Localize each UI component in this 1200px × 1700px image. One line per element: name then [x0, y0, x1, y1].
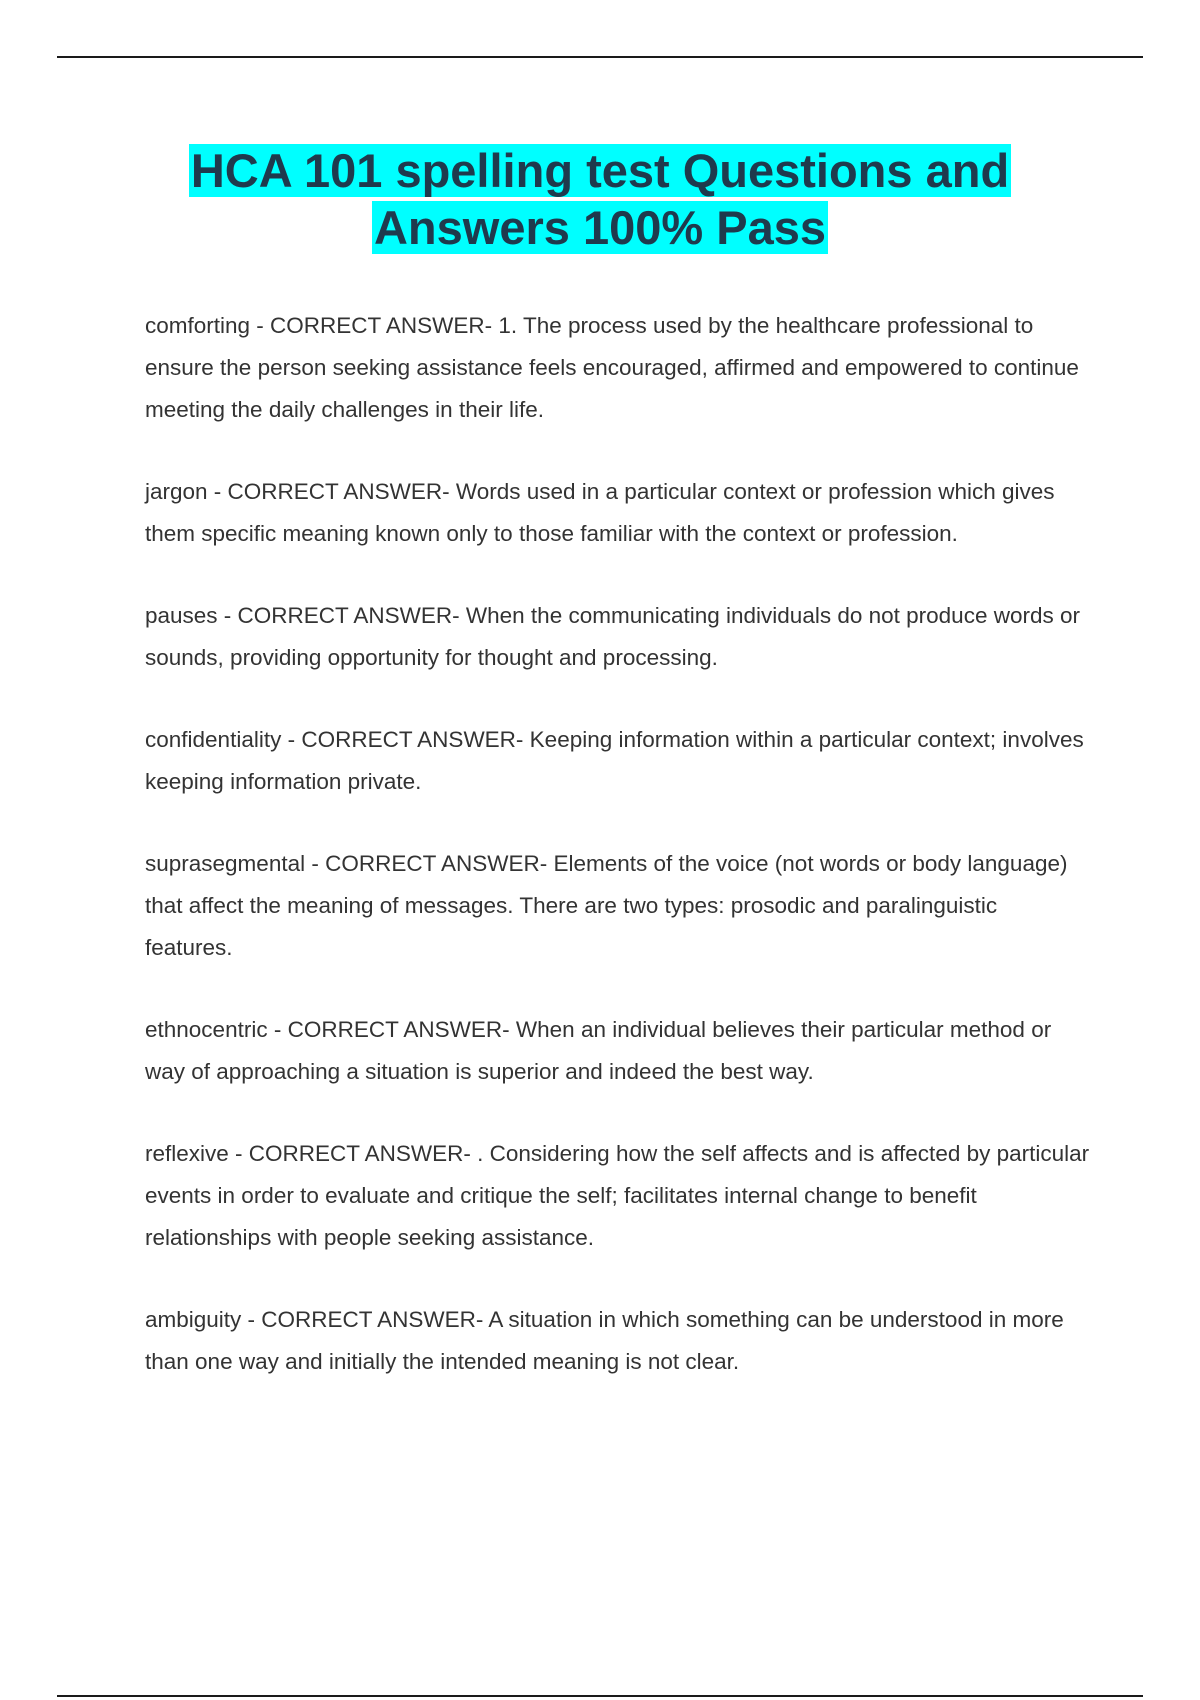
title-block — [0, 142, 1200, 256]
page-title-line-1: HCA 101 spelling test Questions and — [190, 144, 1010, 197]
qa-entry-suprasegmental: suprasegmental - CORRECT ANSWER- Elements of the voice (not words or body language) that affect the meaning of messages. There are two types: prosodic and paralinguistic features. — [145, 851, 1068, 960]
qa-entry-comforting: comforting - CORRECT ANSWER- 1. The process used by the healthcare professional to ensure the person seeking assistance feels encouraged, affirmed and empowered to continue meeting the daily challenges in their life. — [145, 313, 1079, 422]
qa-list — [145, 305, 1090, 1423]
qa-entry-ethnocentric: ethnocentric - CORRECT ANSWER- When an individual believes their particular method or way of approaching a situation is superior and indeed the best way. — [145, 1017, 1052, 1084]
page-title — [0, 142, 1200, 256]
footer-rule — [57, 1695, 1143, 1697]
qa-entry-confidentiality: confidentiality - CORRECT ANSWER- Keeping information within a particular context; involves keeping information private. — [145, 727, 1084, 794]
qa-entry-jargon: jargon - CORRECT ANSWER- Words used in a particular context or profession which gives them specific meaning known only to those familiar with the context or profession. — [145, 479, 1055, 546]
qa-entry-pauses: pauses - CORRECT ANSWER- When the communicating individuals do not produce words or sounds, providing opportunity for thought and processing. — [145, 603, 1080, 670]
qa-entry-ambiguity: ambiguity - CORRECT ANSWER- A situation in which something can be understood in more than one way and initially the intended meaning is not clear. — [145, 1307, 1064, 1374]
qa-entry-reflexive: reflexive - CORRECT ANSWER- . Considering how the self affects and is affected by particular events in order to evaluate and critique the self; facilitates internal change to benefit relationships with people seeking assistance. — [145, 1141, 1090, 1250]
page-title-line-2: Answers 100% Pass — [373, 201, 826, 254]
header-rule — [57, 56, 1143, 58]
